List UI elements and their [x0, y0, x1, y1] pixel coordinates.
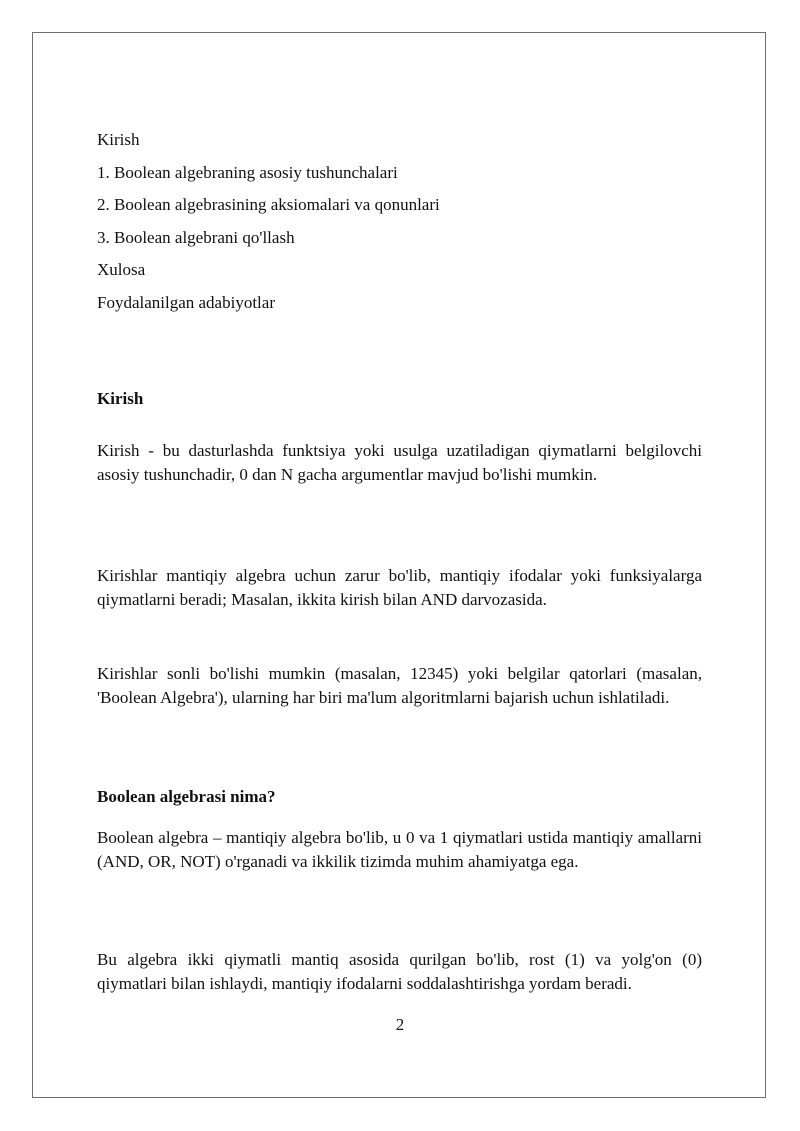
section-heading-kirish: Kirish: [97, 389, 144, 408]
page-number: 2: [395, 1015, 405, 1034]
toc-item-adabiyotlar: Foydalanilgan adabiyotlar: [97, 293, 275, 312]
paragraph: Kirishlar sonli bo'lishi mumkin (masalan, 12345) yoki belgilar qatorlari (masalan, 'Boolean Algebra'), ularning har biri ma'lum algoritmlarni bajarish uchun ishlatiladi.: [97, 664, 702, 707]
section-heading-boolean: Boolean algebrasi nima?: [97, 787, 276, 806]
paragraph: Bu algebra ikki qiymatli mantiq asosida qurilgan bo'lib, rost (1) va yolg'on (0) qiymatlari bilan ishlaydi, mantiqiy ifodalarni soddalashtirishga yordam beradi.: [97, 950, 702, 993]
paragraph: Boolean algebra – mantiqiy algebra bo'lib, u 0 va 1 qiymatlari ustida mantiqiy amallarni (AND, OR, NOT) o'rganadi va ikkilik tizimda muhim ahamiyatga ega.: [97, 828, 702, 871]
toc-item-xulosa: Xulosa: [97, 260, 146, 279]
toc-item-3: 3. Boolean algebrani qo'llash: [97, 228, 295, 247]
paragraph: Kirishlar mantiqiy algebra uchun zarur bo'lib, mantiqiy ifodalar yoki funksiyalarga qiymatlarni beradi; Masalan, ikkita kirish bilan AND darvozasida.: [97, 566, 702, 609]
toc-item-1: 1. Boolean algebraning asosiy tushunchalari: [97, 163, 398, 182]
paragraph: Kirish - bu dasturlashda funktsiya yoki usulga uzatiladigan qiymatlarni belgilovchi asosiy tushunchadir, 0 dan N gacha argumentlar mavjud bo'lishi mumkin.: [97, 441, 702, 484]
toc-item-kirish: Kirish: [97, 130, 140, 149]
toc-item-2: 2. Boolean algebrasining aksiomalari va qonunlari: [97, 195, 440, 214]
